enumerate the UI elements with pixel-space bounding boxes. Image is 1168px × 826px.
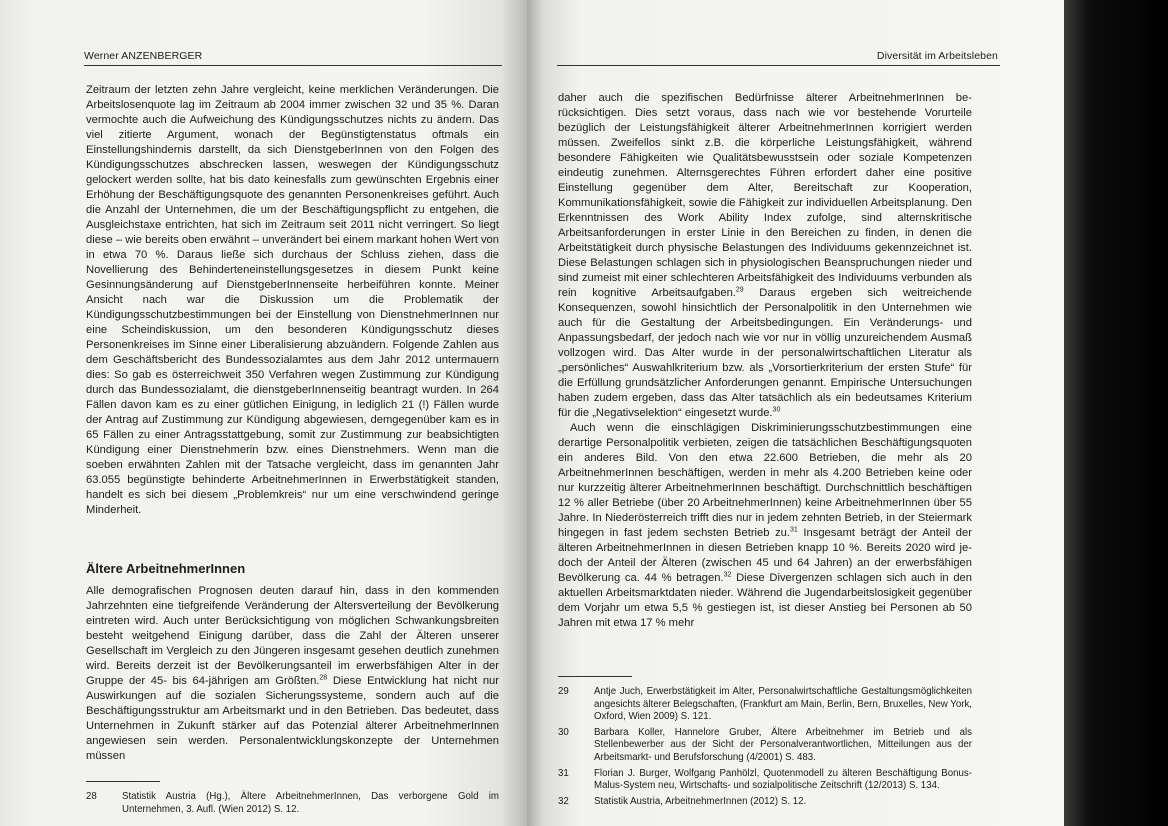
text-run: daher auch die spezifischen Bedürfnisse älterer ArbeitnehmerInnen berücksichtigen. Dies setzt voraus, dass nach wie vor bestehende Vorurteile bezüglich der Leistungsfähigkeit älterer ArbeitnehmerInnen korrigiert werden müssen. Zweifellos sinkt z.B. die körperliche Leistungsfähigkeit, während besondere Fähigkeiten wie Qualitätsbewusstsein oder soziale Kompetenzen eindeutig zunehmen. Alternsgerechtes Führen erfordert daher eine positive Einstellung gegenüber dem Alter, Bereitschaft zur Kooperation, Kommunikationsfähigkeit, sowie die Fähigkeit zur individuellen Arbeitsplanung. Den Erkenntnissen des Work Ability Index zufolge, sind alternskritische Arbeitsanforderungen in erster Linie in den Bereichen zu finden, in denen die Arbeitstätigkeit durch physische Belastungen des Individuums gekennzeichnet ist. Diese Belastungen schlagen sich in physiologischen Beanspruchungen nieder und sind zumeist mit einer schlechteren Arbeitsfähigkeit des Individuums verbunden als rein kognitive Arbeitsaufgaben. bbox=[558, 92, 972, 299]
footnote bbox=[558, 727, 972, 765]
footnote-rule-left bbox=[86, 781, 160, 782]
right-main-text bbox=[558, 91, 972, 631]
footnote-ref: 30 bbox=[772, 406, 781, 414]
left-main-text bbox=[86, 83, 499, 518]
footnotes-left bbox=[86, 791, 499, 819]
paragraph bbox=[86, 584, 499, 764]
text-run: Insgesamt beträgt der Anteil der älteren ArbeitnehmerInnen in diesen Betrieben knapp 10 %. Bereits 2020 wird jedoch der Anteil der Älteren (zwischen 45 und 64 Jahren) an der erwerbsfähigen Bevölkerung ca. 44 % betragen. bbox=[558, 527, 972, 584]
footnote-text: Florian J. Burger, Wolfgang Panhölzl, Quotenmodell zu älteren Beschäftigung Bonus-Malus-System neu, Wirtschafts- und sozialpolitische Zeitschrift (12/2013) S. 134. bbox=[594, 767, 972, 792]
left-page bbox=[0, 0, 527, 826]
scanner-background bbox=[1064, 0, 1168, 826]
footnote-text: Antje Juch, Erwerbstätigkeit im Alter, Personalwirtschaftliche Gestaltungsmöglichkeiten angesichts älterer Belegschaften, (Frankfurt am Main, Berlin, Bern, Bruxelles, New York, Oxford, Wien 2009) S. 121. bbox=[594, 686, 972, 723]
footnote-text: Statistik Austria, ArbeitnehmerInnen (2012) S. 12. bbox=[594, 795, 807, 807]
footnote bbox=[558, 686, 972, 724]
footnote-number: 30 bbox=[558, 726, 569, 738]
footnote-ref: 31 bbox=[790, 526, 798, 534]
footnote-number: 32 bbox=[558, 795, 569, 807]
footnote-number: 31 bbox=[558, 767, 569, 779]
right-page bbox=[527, 0, 1064, 826]
text-run: Alle demografischen Prognosen deuten darauf hin, dass in den kommenden Jahrzehnten eine tiefgreifende Veränderung der Altersverteilung der Bevölkerung eintreten wird. Auch unter Berücksichtigung von möglichen Schwankungsbreiten besteht weitgehend Einigung darüber, dass die Zahl der Älteren unserer Gesellschaft im Vergleich zu den Jüngeren insgesamt gesehen deutlich zunehmen wird. Bereits derzeit ist der Bevölkerungsanteil im erwerbsfähigen Alter in der Gruppe der 45- bis 64-jährigen am Größten. bbox=[86, 585, 499, 687]
paragraph bbox=[558, 91, 972, 421]
running-head-left: Werner ANZENBERGER bbox=[84, 50, 203, 62]
footnote-number: 28 bbox=[86, 791, 97, 802]
paragraph: Zeitraum der letzten zehn Jahre vergleicht, keine merklichen Veränderungen. Die Arbeitslosenquote lag im Zeitraum ab 2004 immer zwischen 32 und 35 %. Daran vermochte auch die Aufweichung des Kündigungsschutzes nichts zu ändern. Das viel zitierte Argument, wonach der Begünstigtenstatus oftmals ein Einstellungshindernis darstellt, da sich DienstgeberInnen von den Folgen des Kündigungsschutzes abschrecken lassen, weswegen der Kündigungsschutz gelockert werden sollte, hat bis dato keinesfalls zum gewünschten Ergebnis einer Erhöhung der Beschäftigungsquote des genannten Personenkreises geführt. Auch die Anzahl der Unternehmen, die um der Beschäftigungspflicht zu entgehen, die Ausgleichstaxe entrichten, hat sich im Zeitraum seit 2011 nicht verringert. So liegt diese – wie bereits oben erwähnt – unverändert bei einem markant hohen Wert von in etwa 70 %. Daraus ließe sich durchaus der Schluss ziehen, dass die Novellierung des Behinderteneinstellungsgesetzes in diesem Punkt keine Gesinnungsänderung auf DienstgeberInnenseite herbeiführen konnte. Meiner Ansicht nach war die Diskussion um die Problematik der Kündigungsschutzbestimmungen bei der Einstellung von DienstnehmerInnen nur eine Scheindiskussion, um den besonderen Kündigungsschutz dieses Personenkreises im Sinne einer Liberalisierung abzuändern. Folgende Zahlen aus dem Geschäftsbericht des Bundessozialamtes aus dem Jahr 2012 untermauern dies: So gab es österreichweit 350 Verfahren wegen Zustimmung zur Kündigung durch das Bundessozialamt, die dienstgeberInnenseitig beantragt wurden. In 264 Fällen davon kam es zu einer gütlichen Einigung, in lediglich 21 (!) Fällen wurde der Antrag auf Zustimmung zur Kündigung abgewiesen, demgegenüber kam es in 65 Fällen zu einer Antragsstattgebung, somit zur Zustimmung zur beabsichtigten Kündigung einer Dienstnehmerin bzw. eines Dienstnehmers. Wenn man die soeben erwähnten Zahlen mit der Tatsache vergleicht, dass im genannten Jahr 63.055 begünstigte behinderte ArbeitnehmerInnen in Erwerbstätigkeit standen, handelt es sich bei diesem „Problemkreis“ nur um eine verschwindend geringe Minderheit. bbox=[86, 84, 499, 516]
text-run: Daraus ergeben sich weitreichende Konsequenzen, sowohl hinsichtlich der Personalpolitik in den Unternehmen wie auch für die Gestaltung der Arbeitsbedingungen. Ein Veränderungs- und Anpassungsbedarf, der jedoch nach wie vor nur in völlig unzureichendem Ausmaß vollzogen wird. Das Alter wurde in der personalwirtschaftlichen Literatur als „persönliches“ Auswahlkriterium bzw. als „Vorsortierkriterium der ersten Stufe“ für die Erfüllung grundsätzlicher Anforderungen genannt. Empirische Untersuchungen haben zudem ergeben, dass das Alter tatsächlich als ein bedeutsames Kriterium für die „Negativselektion“ eingesetzt wurde. bbox=[558, 287, 972, 419]
footnote-rule-right bbox=[558, 676, 632, 677]
footnote-ref: 32 bbox=[723, 571, 732, 579]
footnote bbox=[558, 796, 972, 809]
paragraph bbox=[558, 421, 972, 631]
header-rule-right bbox=[557, 65, 1000, 66]
footnote-text: Barbara Koller, Hannelore Gruber, Ältere Arbeitnehmer im Betrieb und als Stellenbewerber aus der Sicht der Personalverantwortlichen, Mitteilungen aus der Arbeitsmarkt- und Berufsforschung (4/2001) S. 483. bbox=[594, 726, 972, 763]
text-run: Auch wenn die einschlägigen Diskriminierungsschutzbestimmungen eine derartige Personalpolitik verbieten, zeigen die tatsächlichen Beschäftigungsquoten ein anderes Bild. Von den etwa 22.600 Betrieben, die mehr als 20 ArbeitnehmerInnen beschäftigen, werden in mehr als 4.200 Betrieben keine oder nur kurzzeitig älterer ArbeitnehmerInnen beschäftigt. Durchschnittlich beschäftigen 12 % aller Betriebe (über 20 ArbeitnehmerInnen) keine ArbeitnehmerInnen über 55 Jahre. In Niederösterreich trifft dies nur in jedem zehnten Betrieb, in der Steiermark hingegen in fast jedem sechsten Betrieb zu. bbox=[558, 422, 972, 539]
footnote-number: 29 bbox=[558, 686, 569, 697]
footnote-ref: 29 bbox=[735, 286, 744, 294]
section-heading: Ältere ArbeitnehmerInnen bbox=[86, 561, 246, 576]
text-run: Diese Entwicklung hat nicht nur Auswirkungen auf die sozialen Sicherungssysteme, sondern auch auf die Beschäftigungsstruktur am Arbeitsmarkt und in den Betrieben. Das bedeutet, dass Unternehmen in Zukunft stärker auf das Potenzial älterer ArbeitnehmerInnen angewiesen sein werden. Personalentwicklungskonzepte der Unternehmen müssen bbox=[86, 675, 500, 762]
footnote-text: Statistik Austria (Hg.), Ältere ArbeitnehmerInnen, Das verborgene Gold im Unternehmen, 3. Aufl. (Wien 2012) S. 12. bbox=[122, 791, 499, 815]
text-run: Diese Divergenzen schlagen sich auch in den aktuellen Arbeitsmarktdaten nieder. Während die Jugendarbeitslosigkeit gegenüber dem Vorjahr um etwa 5,5 % gestiegen ist, ist dieser Anstieg bei Personen ab 50 Jahren mit etwa 17 % mehr bbox=[558, 572, 972, 629]
left-section-text bbox=[86, 584, 499, 764]
footnote-ref: 28 bbox=[319, 674, 328, 682]
footnotes-right bbox=[558, 686, 972, 811]
running-head-right: Diversität im Arbeitsleben bbox=[876, 50, 998, 62]
footnote bbox=[86, 791, 499, 816]
header-rule-left bbox=[84, 65, 502, 66]
footnote bbox=[558, 768, 972, 793]
